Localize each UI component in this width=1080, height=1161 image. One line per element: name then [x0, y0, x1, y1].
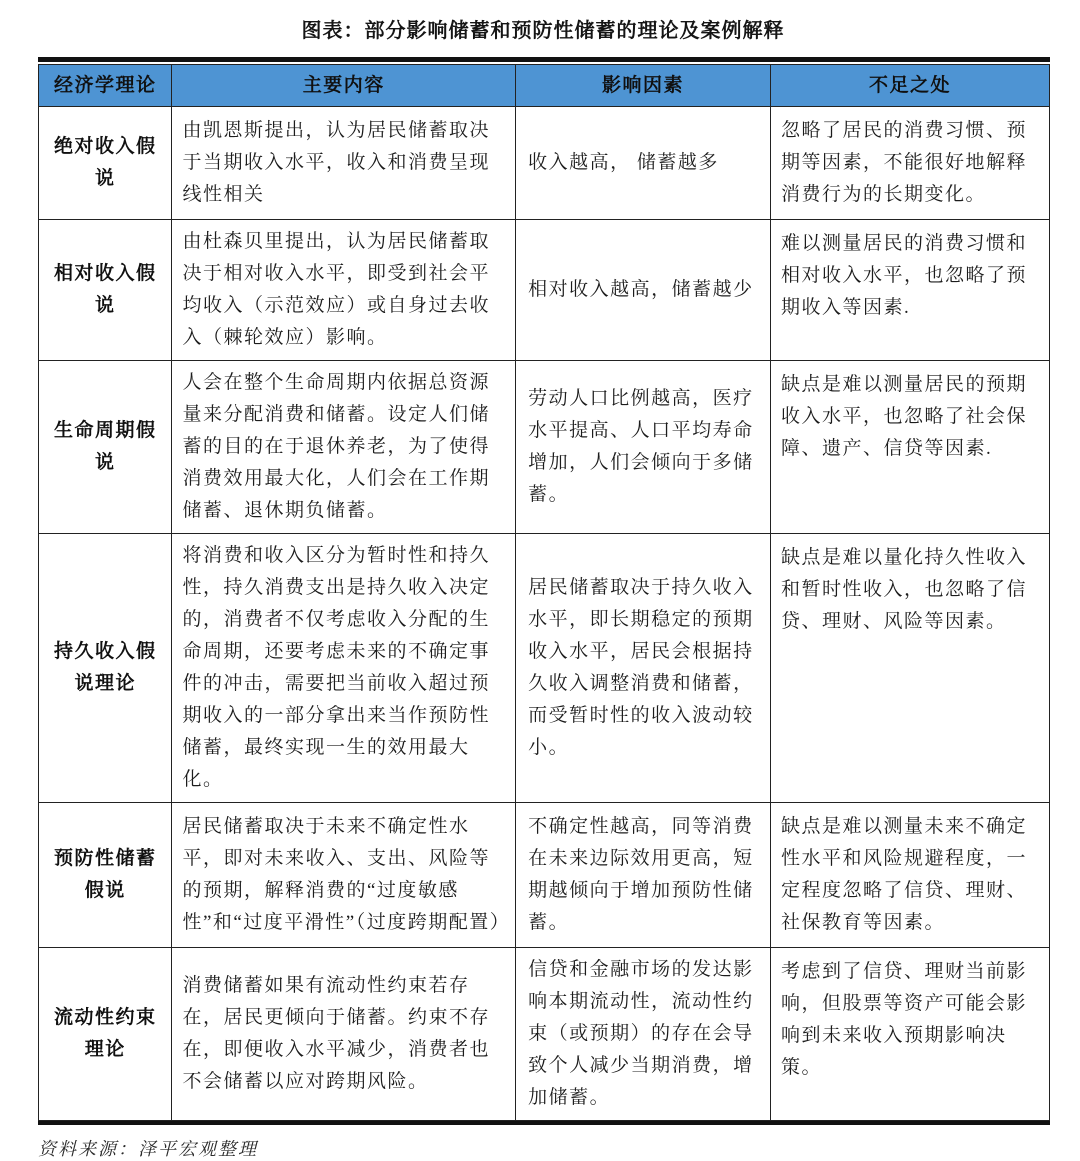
table-row	[39, 534, 1050, 803]
main-content-cell: 居民储蓄取决于未来不确定性水平，即对未来收入、支出、风险等的预期，解释消费的“过度敏感性”和“过度平滑性”（过度跨期配置）	[172, 803, 516, 948]
main-content-cell: 将消费和收入区分为暂时性和持久性，持久消费支出是持久收入决定的，消费者不仅考虑收入分配的生命周期，还要考虑未来的不确定事件的冲击，需要把当前收入超过预期收入的一部分拿出来当作预防性储蓄，最终实现一生的效用最大化。	[172, 534, 516, 803]
influencing-factors-cell: 信贷和金融市场的发达影响本期流动性，流动性约束（或预期）的存在会导致个人减少当期消费，增加储蓄。	[516, 948, 771, 1121]
main-content-cell: 消费储蓄如果有流动性约束若存在，居民更倾向于储蓄。约束不存在，即便收入水平减少，消费者也不会储蓄以应对跨期风险。	[172, 948, 516, 1121]
column-header-theory: 经济学理论	[39, 65, 172, 107]
savings-theories-table	[38, 64, 1050, 1121]
table-row	[39, 948, 1050, 1121]
shortcomings-cell: 考虑到了信贷、理财当前影响，但股票等资产可能会影响到未来收入预期影响决策。	[770, 948, 1049, 1121]
theory-name-cell: 流动性约束理论	[39, 948, 172, 1121]
theory-name-cell: 绝对收入假说	[39, 107, 172, 220]
column-header-shortcomings: 不足之处	[770, 65, 1049, 107]
influencing-factors-cell: 不确定性越高，同等消费在未来边际效用更高，短期越倾向于增加预防性储蓄。	[516, 803, 771, 948]
theory-name-cell: 持久收入假说理论	[39, 534, 172, 803]
table-row	[39, 220, 1050, 361]
main-content-cell: 由凯恩斯提出，认为居民储蓄取决于当期收入水平，收入和消费呈现线性相关	[172, 107, 516, 220]
influencing-factors-cell: 相对收入越高，储蓄越少	[516, 220, 771, 361]
main-content-cell: 由杜森贝里提出，认为居民储蓄取决于相对收入水平，即受到社会平均收入（示范效应）或自身过去收入（棘轮效应）影响。	[172, 220, 516, 361]
influencing-factors-cell: 劳动人口比例越高，医疗水平提高、人口平均寿命增加，人们会倾向于多储蓄。	[516, 361, 771, 534]
theory-name-cell: 预防性储蓄假说	[39, 803, 172, 948]
influencing-factors-cell: 居民储蓄取决于持久收入水平，即长期稳定的预期收入水平，居民会根据持久收入调整消费和储蓄，而受暂时性的收入波动较小。	[516, 534, 771, 803]
figure-title: 图表：部分影响储蓄和预防性储蓄的理论及案例解释	[301, 20, 785, 42]
data-source-note: 资料来源：泽平宏观整理	[38, 1139, 258, 1159]
column-header-main-content: 主要内容	[172, 65, 516, 107]
shortcomings-cell: 缺点是难以测量未来不确定性水平和风险规避程度，一定程度忽略了信贷、理财、社保教育等因素。	[770, 803, 1049, 948]
theory-name-cell: 生命周期假说	[39, 361, 172, 534]
column-header-factors: 影响因素	[516, 65, 771, 107]
influencing-factors-cell: 收入越高， 储蓄越多	[516, 107, 771, 220]
shortcomings-cell: 忽略了居民的消费习惯、预期等因素，不能很好地解释消费行为的长期变化。	[770, 107, 1049, 220]
table-row	[39, 803, 1050, 948]
main-content-cell: 人会在整个生命周期内依据总资源量来分配消费和储蓄。设定人们储蓄的目的在于退休养老，为了使得消费效用最大化，人们会在工作期储蓄、退休期负储蓄。	[172, 361, 516, 534]
table-row	[39, 361, 1050, 534]
shortcomings-cell: 缺点是难以测量居民的预期收入水平，也忽略了社会保障、遗产、信贷等因素.	[770, 361, 1049, 534]
header-row	[39, 65, 1050, 107]
shortcomings-cell: 难以测量居民的消费习惯和相对收入水平，也忽略了预期收入等因素.	[770, 220, 1049, 361]
table-row	[39, 107, 1050, 220]
shortcomings-cell: 缺点是难以量化持久性收入和暂时性收入，也忽略了信贷、理财、风险等因素。	[770, 534, 1049, 803]
theory-name-cell: 相对收入假说	[39, 220, 172, 361]
table-container	[38, 57, 1050, 1125]
